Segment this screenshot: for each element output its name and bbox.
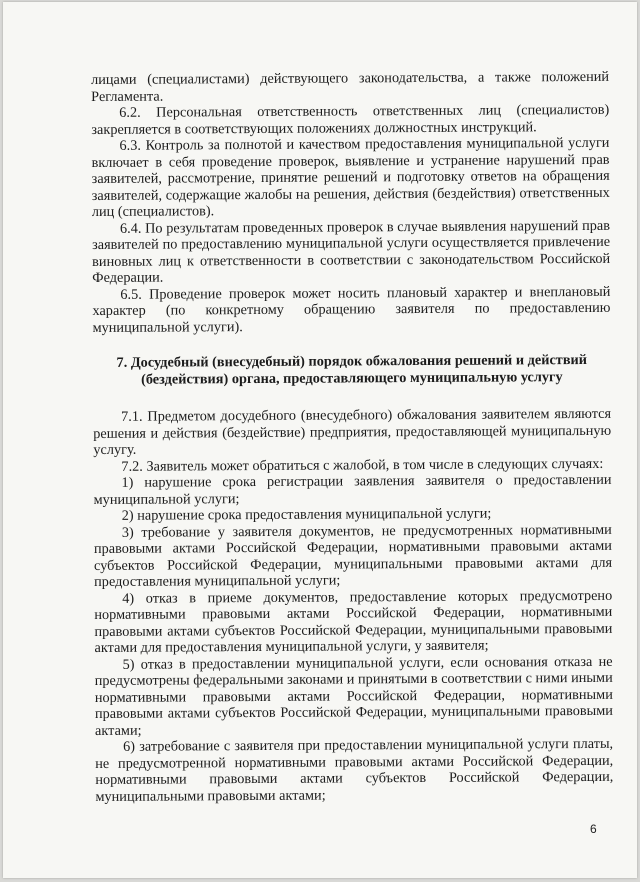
document-body <box>91 69 613 805</box>
paragraph-6-5: 6.5. Проведение проверок может носить плановый характер и внеплановый характер (по конкретному обращению заявителя по предоставлению муниципальной услуги). <box>92 283 611 336</box>
paragraph-7-1: 7.1. Предметом досудебного (внесудебного) обжалования заявителем являются решения и действия (бездействие) предприятия, предоставляющей муниципальную услугу. <box>93 405 612 458</box>
paragraph-continuation: лицами (специалистами) действующего законодательства, а также положений Регламента. <box>91 68 610 105</box>
paragraph-6-2: 6.2. Персональная ответственность ответственных лиц (специалистов) закрепляется в соответствующих положениях должностных инструкций. <box>91 101 610 138</box>
list-item-6: 6) затребование с заявителя при предоставлении муниципальной услуги платы, не предусмотренной нормативными правовыми актами Российской Федерации, нормативными правовыми актами субъектов Российской Федерации, муниципальными правовыми актами; <box>95 735 614 805</box>
list-item-1: 1) нарушение срока регистрации заявления заявителя о предоставлении муниципальной услуги; <box>93 471 612 508</box>
paragraph-7-2: 7.2. Заявитель может обратиться с жалобой, в том числе в следующих случаях: <box>121 455 604 475</box>
list-item-2: 2) нарушение срока предоставления муниципальной услуги; <box>121 505 492 524</box>
paragraph-6-4: 6.4. По результатам проведенных проверок в случае выявления нарушений прав заявителей по предоставлению муниципальной услуги осуществляется привлечение виновных лиц к ответственности в соответствии с законодательством Российской Федерации. <box>92 217 611 286</box>
list-item-4: 4) отказ в приеме документов, предоставление которых предусмотрено нормативными правовыми актами Российской Федерации, нормативными правовыми актами субъектов Российской Федерации, муниципальными правовыми актами для предоставления муниципальной услуги, у заявителя; <box>94 587 613 656</box>
page-number: 6 <box>590 822 597 836</box>
document-page <box>3 2 637 878</box>
list-item-5: 5) отказ в предоставлении муниципальной услуги, если основания отказа не предусмотрены федеральными законами и принятыми в соответствии с ними иными нормативными правовыми актами Российской Федерации, нормативными правовыми актами субъектов Российской Федерации, муниципальными правовыми актами; <box>94 653 613 739</box>
section-heading: 7. Досудебный (внесудебный) порядок обжалования решений и действий (бездействия) органа, предоставляющего муниципальную услугу <box>116 351 588 388</box>
paragraph-6-3: 6.3. Контроль за полнотой и качеством предоставления муниципальной услуги включает в себя проведение проверок, выявление и устранение нарушений прав заявителей, рассмотрение, принятие решений и подготовку ответов на обращения заявителей, содержащие жалобы на решения, действия (бездействия) ответственных лиц (специалистов). <box>91 134 610 220</box>
list-item-3: 3) требование у заявителя документов, не предусмотренных нормативными правовыми актами Российской Федерации, нормативными правовыми актами субъектов Российской Федерации, муниципальными правовыми актами для предоставления муниципальной услуги; <box>93 521 613 590</box>
